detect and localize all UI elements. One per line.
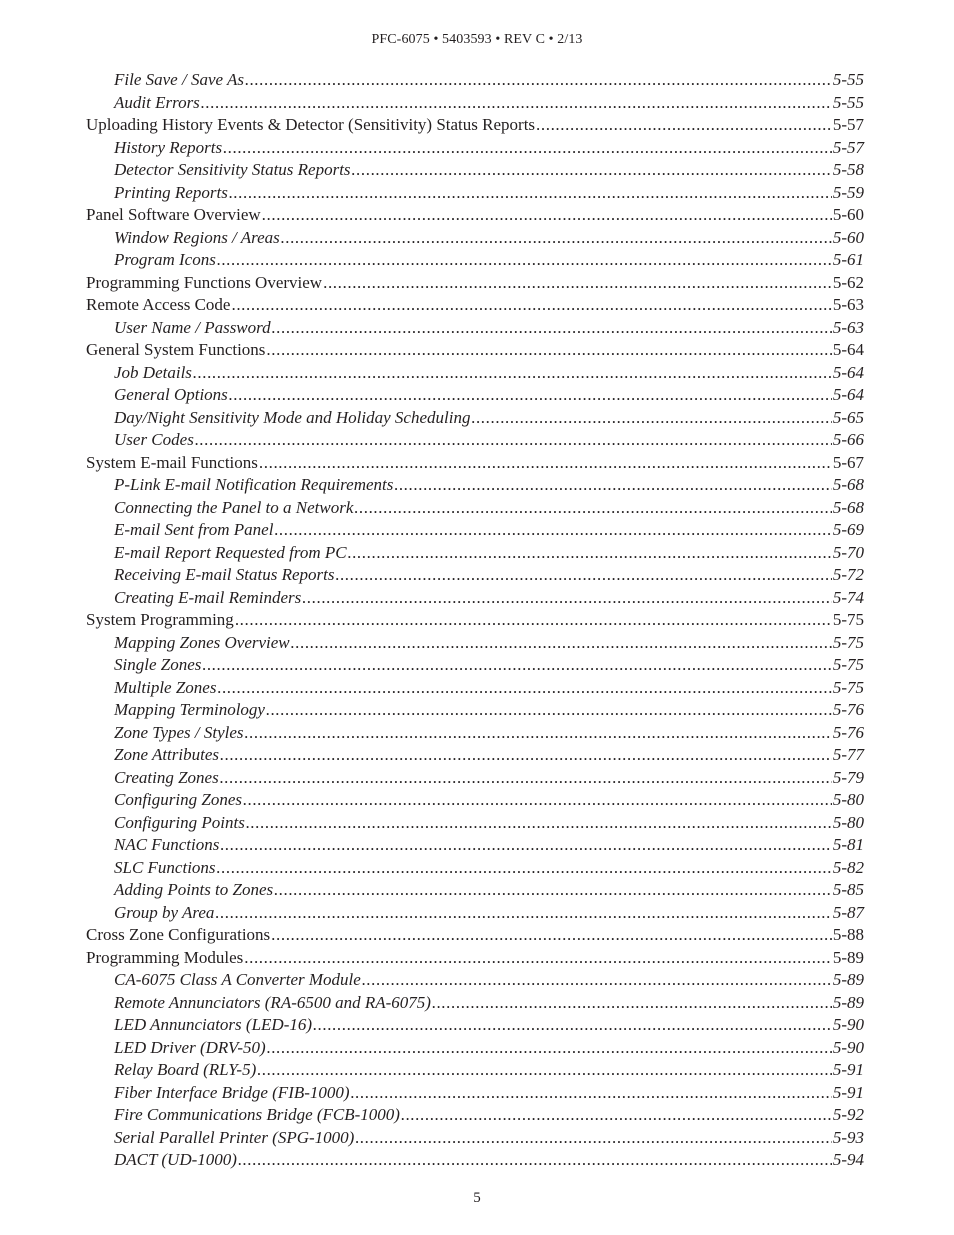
toc-entry[interactable] [86, 452, 864, 475]
toc-entry-page: 5-60 [832, 205, 864, 224]
toc-subentry[interactable] [86, 92, 864, 115]
dot-leader [193, 362, 832, 385]
toc-subentry[interactable] [86, 182, 864, 205]
toc-entry-title: Detector Sensitivity Status Reports [114, 160, 351, 179]
toc-subentry[interactable] [86, 587, 864, 610]
dot-leader [335, 564, 831, 587]
toc-subentry[interactable] [86, 137, 864, 160]
toc-subentry[interactable] [86, 1149, 864, 1172]
toc-subentry[interactable] [86, 1082, 864, 1105]
toc-entry-title: Fiber Interface Bridge (FIB-1000) [114, 1082, 350, 1102]
toc-entry-page: 5-94 [832, 1150, 864, 1169]
toc-entry[interactable] [86, 294, 864, 317]
dot-leader [215, 902, 831, 925]
toc-subentry[interactable] [86, 879, 864, 902]
toc-entry-page: 5-69 [832, 520, 864, 539]
toc-entry-page: 5-59 [832, 182, 864, 202]
toc-entry-page: 5-63 [832, 317, 864, 337]
toc-subentry[interactable] [86, 992, 864, 1015]
toc-entry-page: 5-63 [832, 295, 864, 314]
toc-entry-title: Cross Zone Configurations [86, 925, 271, 944]
toc-entry[interactable] [86, 609, 864, 632]
toc-entry-page: 5-76 [832, 700, 864, 719]
toc-subentry[interactable] [86, 564, 864, 587]
toc-entry-title: Remote Access Code [86, 295, 231, 314]
toc-entry-title: LED Driver (DRV-50) [114, 1037, 266, 1057]
toc-entry[interactable] [86, 114, 864, 137]
toc-entry-title: History Reports [114, 137, 223, 157]
toc-entry-title: Mapping Zones Overview [114, 632, 290, 652]
toc-subentry[interactable] [86, 902, 864, 925]
dot-leader [243, 789, 832, 812]
toc-subentry[interactable] [86, 857, 864, 880]
toc-entry-title: E-mail Report Requested from PC [114, 542, 347, 562]
dot-leader [536, 114, 832, 137]
toc-entry-title: Creating Zones [114, 767, 219, 787]
toc-subentry[interactable] [86, 159, 864, 182]
toc-subentry[interactable] [86, 789, 864, 812]
dot-leader [259, 452, 832, 475]
toc-entry-page: 5-85 [832, 880, 864, 899]
toc-entry-title: Program Icons [114, 250, 216, 269]
toc-entry-page: 5-68 [832, 475, 864, 494]
toc-entry-title: Programming Functions Overview [86, 272, 323, 292]
toc-entry-title: Adding Points to Zones [114, 880, 274, 899]
dot-leader [352, 159, 832, 182]
toc-entry-title: P-Link E-mail Notification Requirements [114, 475, 394, 494]
toc-subentry[interactable] [86, 227, 864, 250]
toc-entry-title: Printing Reports [114, 182, 228, 202]
dot-leader [267, 1037, 832, 1060]
toc-entry-title: Programming Modules [86, 947, 244, 967]
toc-entry-page: 5-76 [832, 722, 864, 742]
toc-subentry[interactable] [86, 69, 864, 92]
dot-leader [351, 1082, 832, 1105]
dot-leader [245, 69, 832, 92]
dot-leader [244, 947, 832, 970]
toc-entry-title: Zone Types / Styles [114, 722, 244, 742]
dot-leader [231, 294, 831, 317]
toc-entry-page: 5-64 [832, 385, 864, 404]
toc-entry-title: Multiple Zones [114, 677, 217, 697]
toc-entry-title: Panel Software Overview [86, 205, 261, 224]
toc-entry-page: 5-87 [832, 902, 864, 922]
page-header: PFC-6075 • 5403593 • REV C • 2/13 [371, 32, 583, 47]
dot-leader [220, 767, 832, 790]
toc-entry-title: Mapping Terminology [114, 700, 265, 719]
table-of-contents [86, 69, 864, 1172]
dot-leader [217, 677, 831, 700]
dot-leader [246, 812, 832, 835]
toc-subentry[interactable] [86, 407, 864, 430]
toc-entry-page: 5-62 [832, 272, 864, 292]
toc-subentry[interactable] [86, 1104, 864, 1127]
toc-entry-page: 5-90 [832, 1015, 864, 1034]
toc-entry-page: 5-89 [832, 992, 864, 1012]
toc-entry-page: 5-64 [832, 362, 864, 382]
toc-entry-page: 5-64 [832, 340, 864, 359]
dot-leader [229, 384, 832, 407]
toc-entry-title: User Name / Password [114, 317, 271, 337]
toc-subentry[interactable] [86, 317, 864, 340]
toc-subentry[interactable] [86, 1037, 864, 1060]
toc-entry-page: 5-75 [832, 677, 864, 697]
toc-entry-page: 5-72 [832, 565, 864, 584]
toc-subentry[interactable] [86, 474, 864, 497]
toc-entry[interactable] [86, 947, 864, 970]
dot-leader [281, 227, 832, 250]
toc-entry-title: Relay Board (RLY-5) [114, 1060, 257, 1079]
dot-leader [394, 474, 831, 497]
toc-entry[interactable] [86, 204, 864, 227]
toc-entry-title: Configuring Zones [114, 790, 242, 809]
toc-subentry[interactable] [86, 812, 864, 835]
toc-entry-title: User Codes [114, 430, 194, 449]
dot-leader [272, 317, 832, 340]
dot-leader [201, 92, 832, 115]
dot-leader [220, 834, 832, 857]
toc-entry-page: 5-55 [832, 92, 864, 112]
toc-entry-title: Audit Errors [114, 92, 200, 112]
toc-subentry[interactable] [86, 519, 864, 542]
toc-entry-title: System Programming [86, 610, 234, 629]
toc-entry-page: 5-55 [832, 70, 864, 89]
toc-entry-title: General Options [114, 385, 228, 404]
dot-leader [432, 992, 832, 1015]
dot-leader [274, 879, 832, 902]
dot-leader [245, 722, 832, 745]
toc-entry-title: SLC Functions [114, 857, 216, 877]
toc-entry-page: 5-80 [832, 790, 864, 809]
toc-entry-page: 5-89 [832, 947, 864, 967]
dot-leader [362, 969, 832, 992]
toc-subentry[interactable] [86, 632, 864, 655]
toc-entry-title: DACT (UD-1000) [114, 1150, 237, 1169]
toc-entry-page: 5-77 [832, 745, 864, 764]
toc-entry[interactable] [86, 272, 864, 295]
dot-leader [348, 542, 832, 565]
toc-subentry[interactable] [86, 497, 864, 520]
toc-entry-page: 5-82 [832, 857, 864, 877]
toc-entry-title: File Save / Save As [114, 70, 244, 89]
toc-entry-title: Job Details [114, 362, 192, 382]
toc-entry-title: Single Zones [114, 655, 202, 674]
dot-leader [262, 204, 832, 227]
toc-subentry[interactable] [86, 722, 864, 745]
toc-entry-page: 5-88 [832, 925, 864, 944]
dot-leader [217, 857, 832, 880]
dot-leader [401, 1104, 832, 1127]
dot-leader [302, 587, 832, 610]
toc-entry-page: 5-57 [832, 137, 864, 157]
toc-entry-page: 5-75 [832, 610, 864, 629]
dot-leader [354, 497, 831, 520]
toc-entry-title: E-mail Sent from Panel [114, 520, 274, 539]
dot-leader [291, 632, 832, 655]
toc-entry[interactable] [86, 924, 864, 947]
dot-leader [235, 609, 832, 632]
toc-subentry[interactable] [86, 249, 864, 272]
dot-leader [323, 272, 832, 295]
toc-entry-page: 5-80 [832, 812, 864, 832]
dot-leader [257, 1059, 832, 1082]
toc-subentry[interactable] [86, 1127, 864, 1150]
toc-entry-page: 5-91 [832, 1082, 864, 1102]
toc-subentry[interactable] [86, 699, 864, 722]
toc-entry-page: 5-66 [832, 430, 864, 449]
toc-entry-page: 5-68 [832, 497, 864, 517]
toc-subentry[interactable] [86, 1014, 864, 1037]
dot-leader [271, 924, 832, 947]
toc-entry-title: Remote Annunciators (RA-6500 and RA-6075) [114, 992, 431, 1012]
toc-subentry[interactable] [86, 677, 864, 700]
toc-subentry[interactable] [86, 1059, 864, 1082]
toc-entry-title: Uploading History Events & Detector (Sensitivity) Status Reports [86, 115, 536, 134]
toc-entry-page: 5-61 [832, 250, 864, 269]
toc-entry-title: Connecting the Panel to a Network [114, 497, 354, 517]
toc-entry-title: CA-6075 Class A Converter Module [114, 970, 361, 989]
page-number: 5 [473, 1190, 481, 1206]
toc-entry-page: 5-67 [832, 452, 864, 472]
dot-leader [471, 407, 831, 430]
toc-entry[interactable] [86, 339, 864, 362]
toc-entry-page: 5-91 [832, 1060, 864, 1079]
toc-entry-title: Group by Area [114, 902, 215, 922]
toc-entry-page: 5-89 [832, 970, 864, 989]
toc-entry-page: 5-58 [832, 160, 864, 179]
toc-subentry[interactable] [86, 384, 864, 407]
toc-entry-title: Configuring Points [114, 812, 245, 832]
toc-entry-title: Fire Communications Bridge (FCB-1000) [114, 1105, 400, 1124]
dot-leader [266, 699, 832, 722]
toc-subentry[interactable] [86, 542, 864, 565]
toc-entry-title: Zone Attributes [114, 745, 219, 764]
dot-leader [274, 519, 831, 542]
dot-leader [195, 429, 832, 452]
toc-entry-page: 5-81 [832, 835, 864, 854]
toc-entry-title: Creating E-mail Reminders [114, 587, 302, 607]
toc-entry-page: 5-75 [832, 655, 864, 674]
toc-entry-page: 5-70 [832, 542, 864, 562]
toc-entry-page: 5-57 [832, 115, 864, 134]
toc-entry-title: System E-mail Functions [86, 452, 258, 472]
dot-leader [355, 1127, 832, 1150]
toc-entry-page: 5-75 [832, 632, 864, 652]
toc-entry-page: 5-92 [832, 1105, 864, 1124]
toc-entry-page: 5-74 [832, 587, 864, 607]
toc-entry-title: Window Regions / Areas [114, 227, 280, 247]
toc-entry-page: 5-65 [832, 407, 864, 427]
toc-entry-page: 5-60 [832, 227, 864, 247]
toc-entry-title: General System Functions [86, 340, 266, 359]
toc-entry-title: NAC Functions [114, 835, 220, 854]
toc-entry-page: 5-90 [832, 1037, 864, 1057]
toc-entry-page: 5-79 [832, 767, 864, 787]
toc-subentry[interactable] [86, 362, 864, 385]
toc-subentry[interactable] [86, 429, 864, 452]
dot-leader [266, 339, 831, 362]
toc-subentry[interactable] [86, 834, 864, 857]
toc-entry-title: Receiving E-mail Status Reports [114, 565, 335, 584]
dot-leader [220, 744, 832, 767]
toc-subentry[interactable] [86, 767, 864, 790]
toc-subentry[interactable] [86, 654, 864, 677]
toc-entry-title: Serial Parallel Printer (SPG-1000) [114, 1127, 355, 1147]
toc-entry-page: 5-93 [832, 1127, 864, 1147]
toc-subentry[interactable] [86, 744, 864, 767]
dot-leader [217, 249, 832, 272]
dot-leader [223, 137, 832, 160]
toc-subentry[interactable] [86, 969, 864, 992]
dot-leader [313, 1014, 832, 1037]
dot-leader [202, 654, 831, 677]
toc-entry-title: LED Annunciators (LED-16) [114, 1015, 313, 1034]
toc-entry-title: Day/Night Sensitivity Mode and Holiday Scheduling [114, 407, 471, 427]
dot-leader [229, 182, 832, 205]
dot-leader [238, 1149, 832, 1172]
